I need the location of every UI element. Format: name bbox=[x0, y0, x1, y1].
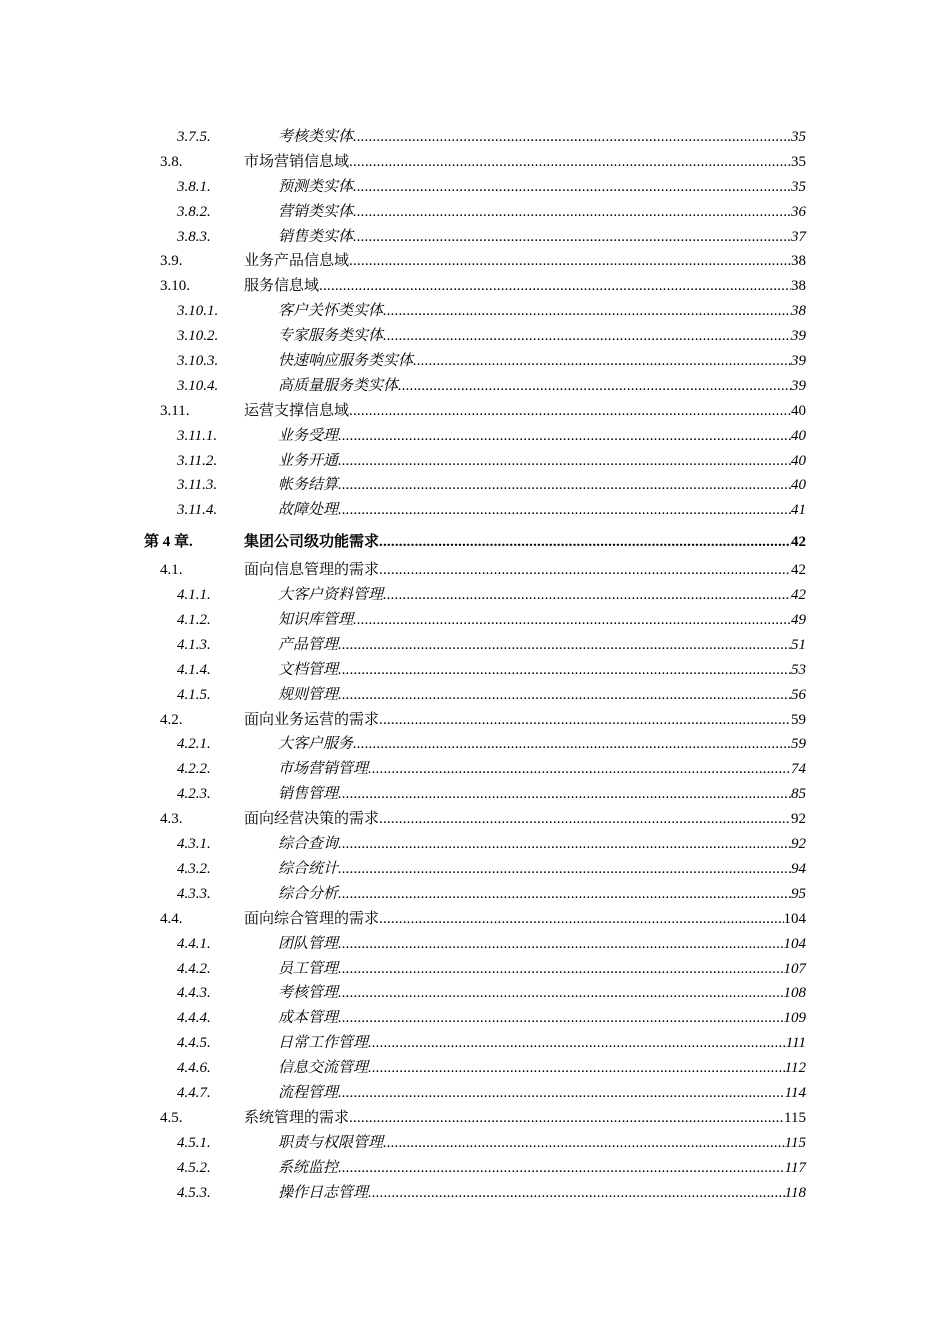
toc-entry-page-number: 40 bbox=[791, 477, 806, 494]
toc-entry-line bbox=[278, 757, 806, 782]
toc-entry-page-number: 59 bbox=[791, 711, 806, 728]
table-of-contents bbox=[0, 125, 950, 1205]
toc-entry-line bbox=[244, 274, 806, 299]
dot-leader bbox=[338, 932, 783, 957]
toc-entry-page-number: 85 bbox=[791, 786, 806, 803]
toc-entry[interactable] bbox=[0, 529, 950, 555]
toc-entry-number: 4.3.2. bbox=[177, 860, 211, 877]
toc-entry-line bbox=[244, 708, 806, 733]
dot-leader bbox=[383, 299, 791, 324]
toc-entry-line bbox=[244, 529, 806, 555]
toc-entry[interactable] bbox=[0, 1156, 950, 1181]
toc-entry[interactable] bbox=[0, 882, 950, 907]
dot-leader bbox=[338, 832, 791, 857]
toc-entry[interactable] bbox=[0, 608, 950, 633]
toc-entry-page-number: 114 bbox=[784, 1084, 806, 1101]
toc-entry-page-number: 108 bbox=[783, 985, 806, 1002]
toc-entry-number: 4.4.5. bbox=[177, 1035, 211, 1052]
toc-entry-line bbox=[278, 299, 806, 324]
toc-entry-title: 服务信息域 bbox=[244, 278, 320, 295]
toc-entry-page-number: 38 bbox=[791, 253, 806, 270]
toc-entry[interactable] bbox=[0, 708, 950, 733]
toc-entry-title: 营销类实体 bbox=[278, 203, 354, 220]
toc-entry-page-number: 42 bbox=[791, 534, 806, 551]
toc-entry[interactable] bbox=[0, 1106, 950, 1131]
toc-entry-line bbox=[278, 498, 806, 523]
toc-entry[interactable] bbox=[0, 1181, 950, 1206]
toc-entry[interactable] bbox=[0, 857, 950, 882]
toc-entry-line bbox=[244, 399, 806, 424]
dot-leader bbox=[383, 324, 791, 349]
toc-entry[interactable] bbox=[0, 349, 950, 374]
toc-entry-page-number: 49 bbox=[791, 612, 806, 629]
toc-entry-line bbox=[278, 683, 806, 708]
toc-entry-page-number: 115 bbox=[784, 1109, 806, 1126]
toc-entry-page-number: 40 bbox=[791, 452, 806, 469]
dot-leader bbox=[353, 225, 791, 250]
dot-leader bbox=[353, 175, 791, 200]
toc-entry-number: 4.3.3. bbox=[177, 885, 211, 902]
toc-entry-line bbox=[278, 1006, 806, 1031]
toc-entry-page-number: 111 bbox=[785, 1035, 806, 1052]
toc-entry-line bbox=[278, 374, 806, 399]
dot-leader bbox=[383, 583, 791, 608]
toc-entry-title: 产品管理 bbox=[278, 636, 339, 653]
toc-entry-page-number: 112 bbox=[784, 1060, 806, 1077]
toc-entry-page-number: 42 bbox=[791, 587, 806, 604]
toc-entry[interactable] bbox=[0, 832, 950, 857]
toc-entry-title: 客户关怀类实体 bbox=[278, 303, 384, 320]
toc-entry-page-number: 117 bbox=[784, 1159, 806, 1176]
dot-leader bbox=[338, 957, 783, 982]
toc-entry[interactable] bbox=[0, 200, 950, 225]
toc-entry-number: 3.10. bbox=[160, 278, 190, 295]
toc-entry[interactable] bbox=[0, 1031, 950, 1056]
toc-entry-number: 3.10.4. bbox=[177, 377, 219, 394]
toc-entry[interactable] bbox=[0, 658, 950, 683]
dot-leader bbox=[368, 1056, 785, 1081]
toc-entry-title: 业务开通 bbox=[278, 452, 339, 469]
toc-entry-page-number: 104 bbox=[783, 935, 806, 952]
toc-entry-line bbox=[278, 1081, 806, 1106]
toc-entry[interactable] bbox=[0, 424, 950, 449]
toc-entry-line bbox=[278, 608, 806, 633]
toc-entry-number: 3.10.2. bbox=[177, 328, 219, 345]
dot-leader bbox=[338, 1081, 785, 1106]
toc-entry-page-number: 35 bbox=[791, 129, 806, 145]
toc-entry-title: 集团公司级功能需求 bbox=[244, 534, 380, 551]
toc-entry-title: 大客户服务 bbox=[278, 736, 354, 753]
dot-leader bbox=[379, 529, 791, 555]
toc-entry[interactable] bbox=[0, 558, 950, 583]
toc-entry-title: 面向综合管理的需求 bbox=[244, 910, 380, 927]
toc-entry[interactable] bbox=[0, 683, 950, 708]
toc-entry-title: 综合分析 bbox=[278, 885, 339, 902]
toc-entry-line bbox=[278, 349, 806, 374]
toc-entry-number: 3.11.3. bbox=[177, 477, 218, 494]
dot-leader bbox=[379, 807, 791, 832]
dot-leader bbox=[338, 1156, 785, 1181]
dot-leader bbox=[349, 1106, 784, 1131]
toc-entry-page-number: 42 bbox=[791, 562, 806, 579]
toc-entry-line bbox=[244, 807, 806, 832]
toc-entry-page-number: 38 bbox=[791, 278, 806, 295]
dot-leader bbox=[319, 274, 791, 299]
toc-entry-number: 4.1.4. bbox=[177, 661, 211, 678]
toc-entry-page-number: 53 bbox=[791, 661, 806, 678]
toc-entry-page-number: 37 bbox=[791, 228, 806, 245]
toc-entry-line bbox=[278, 633, 806, 658]
dot-leader bbox=[338, 857, 791, 882]
toc-entry[interactable] bbox=[0, 249, 950, 274]
toc-entry-line bbox=[278, 732, 806, 757]
dot-leader bbox=[338, 882, 791, 907]
toc-entry-page-number: 109 bbox=[783, 1010, 806, 1027]
toc-entry-line bbox=[278, 882, 806, 907]
toc-entry-page-number: 56 bbox=[791, 686, 806, 703]
toc-entry[interactable] bbox=[0, 1056, 950, 1081]
dot-leader bbox=[338, 683, 791, 708]
toc-entry-line bbox=[278, 473, 806, 498]
toc-entry-line bbox=[278, 200, 806, 225]
toc-entry-page-number: 95 bbox=[791, 885, 806, 902]
toc-entry-page-number: 35 bbox=[791, 153, 806, 170]
toc-entry-line bbox=[278, 932, 806, 957]
dot-leader bbox=[353, 608, 791, 633]
toc-entry-number: 4.5.1. bbox=[177, 1134, 211, 1151]
dot-leader bbox=[338, 782, 791, 807]
toc-entry[interactable] bbox=[0, 633, 950, 658]
toc-entry-line bbox=[278, 782, 806, 807]
toc-entry-title: 职责与权限管理 bbox=[278, 1134, 384, 1151]
toc-entry-line bbox=[278, 1131, 806, 1156]
dot-leader bbox=[338, 658, 791, 683]
toc-entry-number: 4.1.2. bbox=[177, 612, 211, 629]
toc-entry-line bbox=[278, 324, 806, 349]
dot-leader bbox=[338, 449, 791, 474]
toc-entry-number: 4.3. bbox=[160, 811, 183, 828]
toc-entry-line bbox=[244, 1106, 806, 1131]
toc-entry[interactable] bbox=[0, 399, 950, 424]
toc-entry[interactable] bbox=[0, 782, 950, 807]
toc-entry[interactable] bbox=[0, 1131, 950, 1156]
dot-leader bbox=[368, 1181, 785, 1206]
toc-entry-number: 4.1. bbox=[160, 562, 183, 579]
toc-entry[interactable] bbox=[0, 225, 950, 250]
toc-entry-number: 3.10.3. bbox=[177, 353, 219, 370]
toc-entry-number: 4.4.6. bbox=[177, 1060, 211, 1077]
toc-entry-line bbox=[278, 583, 806, 608]
dot-leader bbox=[338, 473, 791, 498]
toc-entry-title: 市场营销管理 bbox=[278, 761, 369, 778]
toc-entry-title: 大客户资料管理 bbox=[278, 587, 384, 604]
toc-entry-number: 3.8.3. bbox=[177, 228, 211, 245]
toc-entry-line bbox=[244, 558, 806, 583]
toc-entry-page-number: 39 bbox=[791, 328, 806, 345]
toc-entry-line bbox=[278, 175, 806, 200]
toc-entry-line bbox=[278, 658, 806, 683]
toc-entry-line bbox=[278, 1056, 806, 1081]
toc-entry-page-number: 41 bbox=[791, 502, 806, 519]
toc-entry-line bbox=[278, 832, 806, 857]
toc-entry-number: 第 4 章. bbox=[144, 534, 193, 551]
toc-entry-title: 员工管理 bbox=[278, 960, 339, 977]
toc-entry-page-number: 74 bbox=[791, 761, 806, 778]
toc-entry-page-number: 92 bbox=[791, 836, 806, 853]
toc-entry-number: 4.1.5. bbox=[177, 686, 211, 703]
toc-entry-title: 考核类实体 bbox=[278, 129, 354, 145]
toc-entry-page-number: 40 bbox=[791, 427, 806, 444]
toc-entry[interactable] bbox=[0, 932, 950, 957]
toc-entry-title: 业务受理 bbox=[278, 427, 339, 444]
dot-leader bbox=[379, 558, 791, 583]
toc-entry-line bbox=[244, 907, 806, 932]
toc-entry-page-number: 94 bbox=[791, 860, 806, 877]
toc-entry-title: 文档管理 bbox=[278, 661, 339, 678]
toc-entry-title: 专家服务类实体 bbox=[278, 328, 384, 345]
toc-entry-title: 系统监控 bbox=[278, 1159, 339, 1176]
toc-entry-number: 4.5.2. bbox=[177, 1159, 211, 1176]
toc-entry-number: 4.5. bbox=[160, 1109, 183, 1126]
toc-entry-page-number: 115 bbox=[784, 1134, 806, 1151]
dot-leader bbox=[353, 732, 791, 757]
toc-entry-number: 4.4.2. bbox=[177, 960, 211, 977]
toc-entry-title: 高质量服务类实体 bbox=[278, 377, 399, 394]
toc-entry-number: 4.1.1. bbox=[177, 587, 211, 604]
toc-entry[interactable] bbox=[0, 907, 950, 932]
toc-entry-number: 3.8.1. bbox=[177, 178, 211, 195]
toc-entry-number: 3.11. bbox=[160, 402, 190, 419]
toc-entry[interactable] bbox=[0, 274, 950, 299]
toc-entry[interactable] bbox=[0, 299, 950, 324]
toc-entry-page-number: 51 bbox=[791, 636, 806, 653]
toc-entry-number: 4.4.7. bbox=[177, 1084, 211, 1101]
dot-leader bbox=[338, 498, 791, 523]
toc-entry-page-number: 35 bbox=[791, 178, 806, 195]
toc-entry-title: 综合统计 bbox=[278, 860, 339, 877]
dot-leader bbox=[398, 374, 791, 399]
toc-entry-number: 4.4.3. bbox=[177, 985, 211, 1002]
toc-entry[interactable] bbox=[0, 957, 950, 982]
toc-entry-number: 4.3.1. bbox=[177, 836, 211, 853]
toc-entry-line bbox=[278, 957, 806, 982]
dot-leader bbox=[368, 1031, 786, 1056]
toc-entry[interactable] bbox=[0, 449, 950, 474]
dot-leader bbox=[338, 1006, 783, 1031]
dot-leader bbox=[353, 200, 791, 225]
toc-entry-page-number: 59 bbox=[791, 736, 806, 753]
toc-entry[interactable] bbox=[0, 732, 950, 757]
dot-leader bbox=[338, 633, 791, 658]
toc-entry-page-number: 118 bbox=[784, 1184, 806, 1201]
toc-entry-number: 4.4. bbox=[160, 910, 183, 927]
toc-entry-title: 操作日志管理 bbox=[278, 1184, 369, 1201]
dot-leader bbox=[379, 708, 791, 733]
toc-entry-number: 4.2.1. bbox=[177, 736, 211, 753]
toc-entry-title: 知识库管理 bbox=[278, 612, 354, 629]
toc-entry-title: 故障处理 bbox=[278, 502, 339, 519]
dot-leader bbox=[349, 249, 791, 274]
toc-entry-line bbox=[278, 424, 806, 449]
dot-leader bbox=[338, 424, 791, 449]
toc-entry-page-number: 40 bbox=[791, 402, 806, 419]
toc-entry[interactable] bbox=[0, 1006, 950, 1031]
toc-entry-number: 3.11.2. bbox=[177, 452, 218, 469]
toc-entry-title: 市场营销信息域 bbox=[244, 153, 350, 170]
dot-leader bbox=[353, 125, 791, 150]
toc-entry-number: 3.11.1. bbox=[177, 427, 218, 444]
toc-entry[interactable] bbox=[0, 498, 950, 523]
toc-entry-number: 3.8. bbox=[160, 153, 183, 170]
toc-entry[interactable] bbox=[0, 150, 950, 175]
toc-entry-page-number: 36 bbox=[791, 203, 806, 220]
toc-entry-page-number: 107 bbox=[783, 960, 806, 977]
toc-entry-title: 销售管理 bbox=[278, 786, 339, 803]
toc-entry-line bbox=[278, 1156, 806, 1181]
toc-entry-line bbox=[278, 449, 806, 474]
dot-leader bbox=[338, 981, 783, 1006]
toc-entry-title: 运营支撑信息域 bbox=[244, 402, 350, 419]
dot-leader bbox=[379, 907, 783, 932]
toc-entry-page-number: 39 bbox=[791, 353, 806, 370]
toc-entry-number: 4.2.3. bbox=[177, 786, 211, 803]
toc-entry-line bbox=[278, 225, 806, 250]
toc-entry-title: 流程管理 bbox=[278, 1084, 339, 1101]
toc-entry-page-number: 39 bbox=[791, 377, 806, 394]
toc-entry[interactable] bbox=[0, 757, 950, 782]
toc-entry-number: 4.4.1. bbox=[177, 935, 211, 952]
toc-entry-line bbox=[278, 981, 806, 1006]
toc-entry-title: 帐务结算 bbox=[278, 477, 339, 494]
toc-entry-title: 系统管理的需求 bbox=[244, 1109, 350, 1126]
toc-entry-title: 信息交流管理 bbox=[278, 1060, 369, 1077]
toc-entry[interactable] bbox=[0, 324, 950, 349]
toc-entry-number: 4.2.2. bbox=[177, 761, 211, 778]
toc-entry-number: 3.8.2. bbox=[177, 203, 211, 220]
toc-entry-title: 预测类实体 bbox=[278, 178, 354, 195]
toc-entry-title: 快速响应服务类实体 bbox=[278, 353, 414, 370]
toc-entry-line bbox=[278, 1181, 806, 1206]
toc-entry-title: 面向业务运营的需求 bbox=[244, 711, 380, 728]
toc-entry-number: 3.10.1. bbox=[177, 303, 219, 320]
toc-entry[interactable] bbox=[0, 1081, 950, 1106]
dot-leader bbox=[383, 1131, 785, 1156]
toc-entry-title: 成本管理 bbox=[278, 1010, 339, 1027]
dot-leader bbox=[349, 399, 791, 424]
toc-entry-line bbox=[278, 125, 806, 150]
toc-entry-line bbox=[244, 150, 806, 175]
toc-entry-title: 综合查询 bbox=[278, 836, 339, 853]
toc-entry[interactable] bbox=[0, 175, 950, 200]
toc-entry-title: 团队管理 bbox=[278, 935, 339, 952]
toc-entry-number: 4.4.4. bbox=[177, 1010, 211, 1027]
dot-leader bbox=[368, 757, 791, 782]
toc-entry-title: 业务产品信息域 bbox=[244, 253, 350, 270]
toc-entry[interactable] bbox=[0, 807, 950, 832]
toc-entry-number: 3.11.4. bbox=[177, 502, 218, 519]
toc-entry-number: 4.5.3. bbox=[177, 1184, 211, 1201]
toc-entry-number: 3.9. bbox=[160, 253, 183, 270]
toc-entry-number: 4.2. bbox=[160, 711, 183, 728]
toc-entry-number: 4.1.3. bbox=[177, 636, 211, 653]
dot-leader bbox=[413, 349, 791, 374]
toc-entry-page-number: 38 bbox=[791, 303, 806, 320]
toc-entry-title: 规则管理 bbox=[278, 686, 339, 703]
toc-entry-title: 面向经营决策的需求 bbox=[244, 811, 380, 828]
toc-entry-title: 面向信息管理的需求 bbox=[244, 562, 380, 579]
toc-entry-number: 3.7.5. bbox=[177, 129, 211, 145]
toc-entry[interactable] bbox=[0, 583, 950, 608]
toc-entry-title: 考核管理 bbox=[278, 985, 339, 1002]
toc-entry-title: 日常工作管理 bbox=[278, 1035, 369, 1052]
toc-entry-title: 销售类实体 bbox=[278, 228, 354, 245]
dot-leader bbox=[349, 150, 791, 175]
toc-entry-page-number: 104 bbox=[783, 910, 806, 927]
toc-entry[interactable] bbox=[0, 125, 950, 150]
toc-entry[interactable] bbox=[0, 473, 950, 498]
toc-entry[interactable] bbox=[0, 374, 950, 399]
toc-entry-line bbox=[278, 857, 806, 882]
toc-entry[interactable] bbox=[0, 981, 950, 1006]
toc-entry-line bbox=[244, 249, 806, 274]
toc-entry-line bbox=[278, 1031, 806, 1056]
toc-entry-page-number: 92 bbox=[791, 811, 806, 828]
